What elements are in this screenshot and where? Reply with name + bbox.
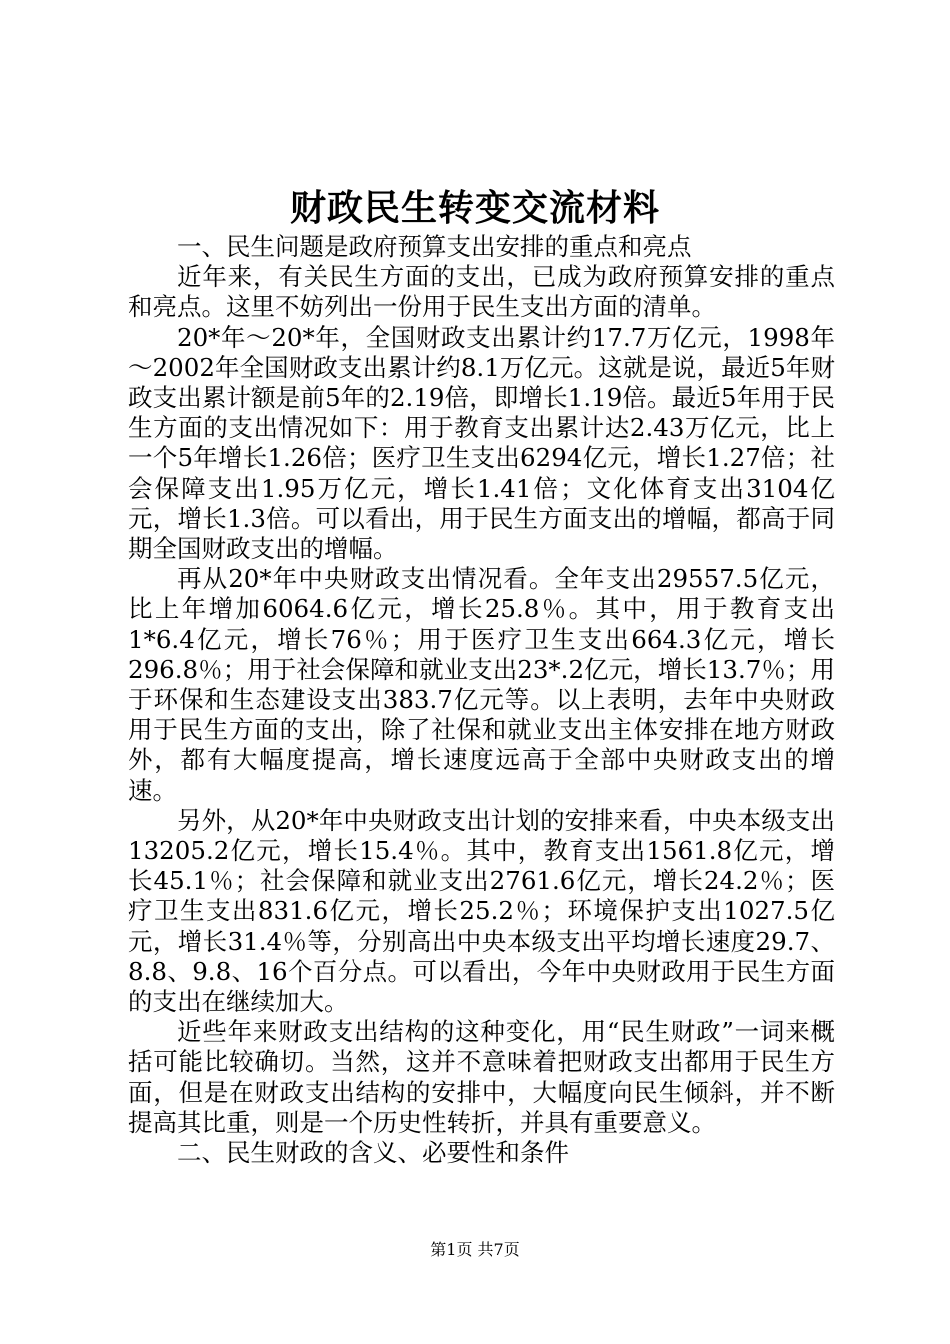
paragraph-livelihood-finance: 近些年来财政支出结构的这种变化，用“民生财政”一词来概括可能比较确切。当然，这并不意味着把财政支出都用于民生方面，但是在财政支出结构的安排中，大幅度向民生倾斜，并不断提高其比重，则是一个历史性转折，并具有重要意义。 (128, 1017, 835, 1137)
section-heading-2: 二、民生财政的含义、必要性和条件 (177, 1138, 569, 1168)
paragraph-central-spending: 再从20*年中央财政支出情况看。全年支出29557.5亿元，比上年增加6064.6亿元，增长25.8％。其中，用于教育支出1*6.4亿元，增长76％；用于医疗卫生支出664.3亿元，增长296.8％；用于社会保障和就业支出23*.2亿元，增长13.7％；用于环保和生态建设支出383.7亿元等。以上表明，去年中央财政用于民生方面的支出，除了社保和就业支出主体安排在地方财政外，都有大幅度提高，增长速度远高于全部中央财政支出的增速。 (128, 564, 835, 805)
page-footer: 第1页 共7页 (430, 1240, 520, 1259)
paragraph-five-year-spending: 20*年～20*年，全国财政支出累计约17.7万亿元，1998年～2002年全国财政支出累计约8.1万亿元。这就是说，最近5年财政支出累计额是前5年的2.19倍，即增长1.19倍。最近5年用于民生方面的支出情况如下：用于教育支出累计达2.43万亿元，比上一个5年增长1.26倍；医疗卫生支出6294亿元，增长1.27倍；社会保障支出1.95万亿元，增长1.41倍；文化体育支出3104亿元，增长1.3倍。可以看出，用于民生方面支出的增幅，都高于同期全国财政支出的增幅。 (128, 322, 835, 564)
paragraph-central-plan: 另外，从20*年中央财政支出计划的安排来看，中央本级支出13205.2亿元，增长15.4％。其中，教育支出1561.8亿元，增长45.1％；社会保障和就业支出2761.6亿元，增长24.2％；医疗卫生支出831.6亿元，增长25.2％；环境保护支出1027.5亿元，增长31.4％等，分别高出中央本级支出平均增长速度29.7、8.8、9.8、16个百分点。可以看出，今年中央财政用于民生方面的支出在继续加大。 (128, 805, 835, 1017)
document-body (128, 232, 835, 1168)
paragraph-intro: 近年来，有关民生方面的支出，已成为政府预算安排的重点和亮点。这里不妨列出一份用于民生支出方面的清单。 (128, 262, 835, 322)
document-title: 财政民生转变交流材料 (289, 187, 660, 229)
section-heading-1: 一、民生问题是政府预算支出安排的重点和亮点 (177, 232, 692, 261)
